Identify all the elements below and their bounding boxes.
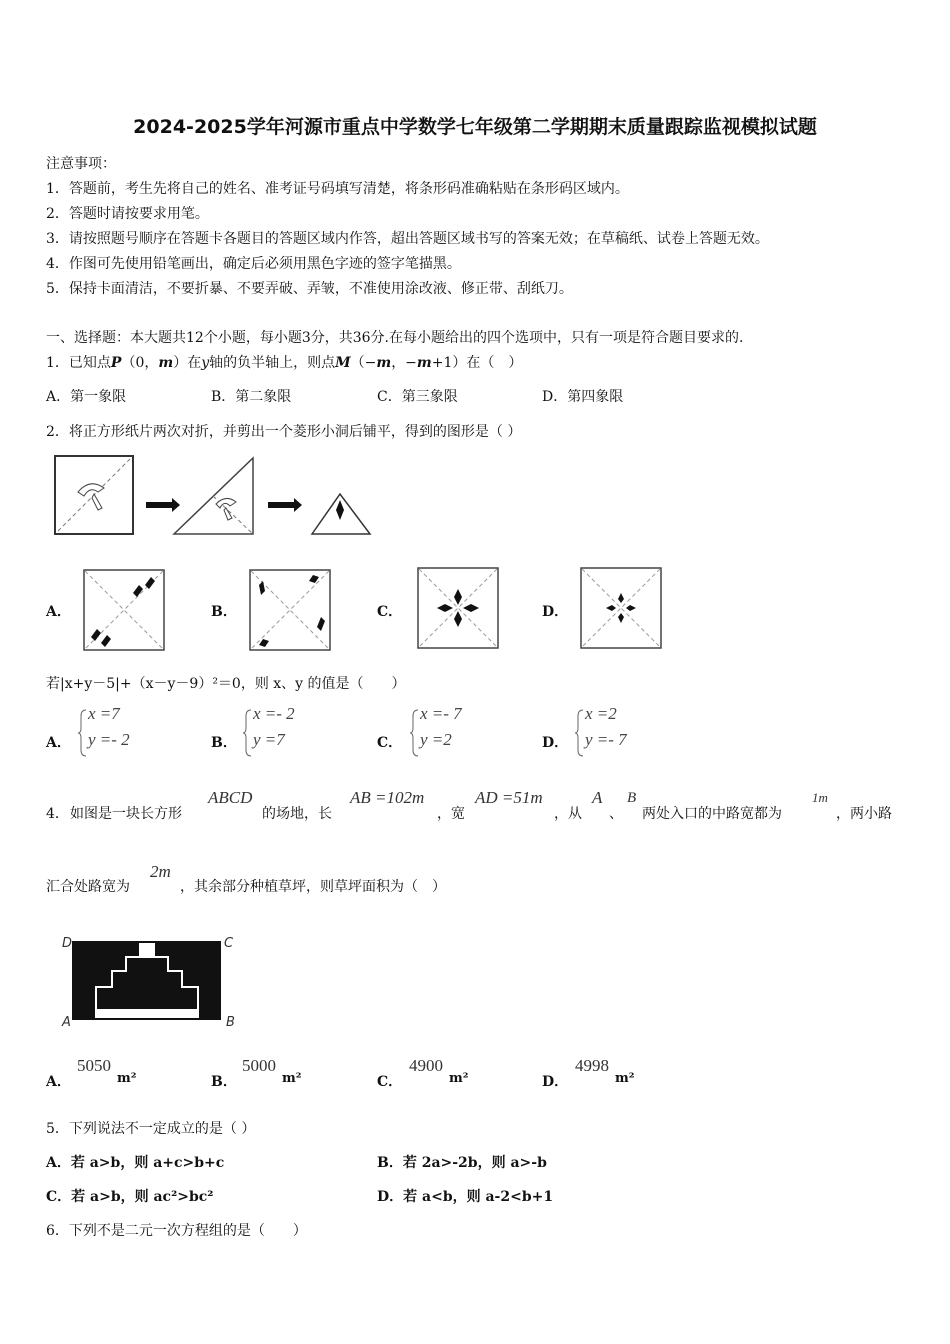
question-3 — [46, 673, 406, 693]
equation-line: y =7 — [253, 730, 285, 749]
q1-text: （0， — [121, 355, 159, 371]
q3-option-d[interactable]: D． — [542, 735, 569, 751]
q2-option-d[interactable]: D． — [542, 604, 569, 620]
q4-math: A — [592, 788, 603, 807]
notes-item: 5．保持卡面清洁，不要折暴、不要弄破、弄皱，不准使用涂改液、修正带、刮纸刀。 — [46, 281, 573, 297]
q5-option-a[interactable]: A．若 a>b，则 a+c>b+c — [46, 1155, 225, 1171]
section-heading: 一、选择题：本大题共12个小题，每小题3分，共36分.在每小题给出的四个选项中，只有一项是符合题目要求的. — [46, 330, 744, 346]
q1-option-b[interactable]: B．第二象限 — [211, 389, 292, 405]
q4-text: ，其余部分种植草坪，则草坪面积为（ ） — [180, 879, 446, 895]
q4-option-b[interactable]: B． — [211, 1074, 237, 1090]
q3-option-c-system[interactable] — [410, 704, 490, 758]
equation-line: x =7 — [88, 704, 120, 723]
field-diagram — [60, 934, 240, 1032]
q1-num: 1． — [46, 355, 69, 371]
notes-item: 1．答题前，考生先将自己的姓名、准考证号码填写清楚，将条形码准确粘贴在条形码区域内。 — [46, 181, 629, 197]
fig-label-d: D — [62, 936, 73, 951]
q4-option-b-value[interactable]: 5000 — [242, 1056, 276, 1075]
q1-option-d[interactable]: D．第四象限 — [542, 389, 624, 405]
q2-option-c[interactable]: C． — [377, 604, 403, 620]
q4-text: 、 — [609, 806, 623, 822]
q1-var: m — [416, 355, 432, 371]
q5-option-d[interactable]: D．若 a<b，则 a-2<b+1 — [377, 1189, 554, 1205]
q4-unit: m² — [449, 1071, 469, 1086]
q4-unit: m² — [282, 1071, 302, 1086]
q4-num: 4． — [46, 806, 69, 822]
equation-line: x =2 — [585, 704, 617, 723]
q3-option-d-system[interactable] — [575, 704, 655, 758]
q2-option-c-figure[interactable] — [417, 567, 499, 649]
q1-text: ）在 — [173, 355, 202, 371]
notes-item: 3．请按照题号顺序在答题卡各题目的答题区域内作答，超出答题区域书写的答案无效；在草稿纸、试卷上答题无效。 — [46, 231, 769, 247]
q3-option-b[interactable]: B． — [211, 735, 237, 751]
q4-unit: m² — [615, 1071, 635, 1086]
q3-text: 若|x+y－5|+（x－y－9）²＝0，则 x、y 的值是（ ） — [46, 676, 406, 692]
q4-math: AB =102m — [350, 788, 425, 807]
q4-unit: m² — [117, 1071, 137, 1086]
question-1 — [46, 352, 522, 372]
equation-line: x =- 2 — [253, 704, 295, 723]
equation-line: x =- 7 — [420, 704, 462, 723]
q1-text: 轴的负半轴上，则点 — [209, 355, 336, 371]
q4-option-c-value[interactable]: 4900 — [409, 1056, 443, 1075]
q4-option-c[interactable]: C． — [377, 1074, 403, 1090]
q1-var: m — [158, 355, 174, 371]
question-2: 2．将正方形纸片两次对折，并剪出一个菱形小洞后铺平，得到的图形是（ ） — [46, 424, 522, 440]
q4-math: ABCD — [208, 788, 253, 807]
q1-option-a[interactable]: A．第一象限 — [46, 389, 127, 405]
q1-var: y — [201, 355, 210, 371]
fig-label-b: B — [226, 1015, 235, 1030]
brace-icon — [243, 708, 253, 758]
q1-text: +1）在（ ） — [431, 355, 523, 371]
q1-text: （− — [350, 355, 377, 371]
notes-item: 4．作图可先使用铅笔画出，确定后必须用黑色字迹的签字笔描黑。 — [46, 256, 461, 272]
folding-diagram — [50, 452, 380, 542]
q3-option-b-system[interactable] — [243, 704, 323, 758]
q4-math: AD =51m — [475, 788, 543, 807]
notes-heading: 注意事项： — [46, 156, 116, 172]
fig-label-a: A — [62, 1015, 71, 1030]
notes-item: 2．答题时请按要求用笔。 — [46, 206, 209, 222]
equation-line: y =- 2 — [88, 730, 130, 749]
q4-text: 的场地，长 — [262, 806, 332, 822]
q2-option-b-figure[interactable] — [249, 569, 331, 651]
q2-option-b[interactable]: B． — [211, 604, 237, 620]
q1-text: 已知点 — [68, 355, 111, 371]
q4-option-a-value[interactable]: 5050 — [77, 1056, 111, 1075]
page-title: 2024-2025学年河源市重点中学数学七年级第二学期期末质量跟踪监视模拟试题 — [133, 116, 817, 138]
brace-icon — [78, 708, 88, 758]
q1-var: m — [376, 355, 392, 371]
q4-option-d-value[interactable]: 4998 — [575, 1056, 609, 1075]
brace-icon — [410, 708, 420, 758]
q4-text: 两处入口的中路宽都为 — [642, 806, 782, 822]
q2-option-d-figure[interactable] — [580, 567, 662, 649]
q2-option-a-figure[interactable] — [83, 569, 165, 651]
question-5: 5．下列说法不一定成立的是（ ） — [46, 1121, 256, 1137]
q4-option-a[interactable]: A． — [46, 1074, 71, 1090]
question-6: 6．下列不是二元一次方程组的是（ ） — [46, 1223, 307, 1239]
q4-text: 汇合处路宽为 — [46, 879, 130, 895]
q5-option-c[interactable]: C．若 a>b，则 ac²>bc² — [46, 1189, 214, 1205]
equation-line: y =2 — [420, 730, 452, 749]
q1-text: ，− — [391, 355, 417, 371]
equation-line: y =- 7 — [585, 730, 627, 749]
q4-text: 如图是一块长方形 — [70, 806, 182, 822]
q1-var: M — [335, 355, 351, 371]
q4-math: 2m — [150, 862, 171, 881]
q4-text: ，宽 — [437, 806, 465, 822]
q3-option-c[interactable]: C． — [377, 735, 403, 751]
brace-icon — [575, 708, 585, 758]
q4-option-d[interactable]: D． — [542, 1074, 569, 1090]
q1-var: P — [110, 355, 122, 371]
fig-label-c: C — [224, 936, 234, 951]
q4-text: ，两小路 — [836, 806, 892, 822]
q4-text: ，从 — [554, 806, 582, 822]
q4-math: B — [627, 790, 637, 806]
q2-option-a[interactable]: A． — [46, 604, 71, 620]
q3-option-a-system[interactable] — [78, 704, 158, 758]
q1-option-c[interactable]: C．第三象限 — [377, 389, 458, 405]
q5-option-b[interactable]: B．若 2a>-2b，则 a>-b — [377, 1155, 547, 1171]
q4-math: 1m — [812, 790, 828, 805]
q3-option-a[interactable]: A． — [46, 735, 71, 751]
